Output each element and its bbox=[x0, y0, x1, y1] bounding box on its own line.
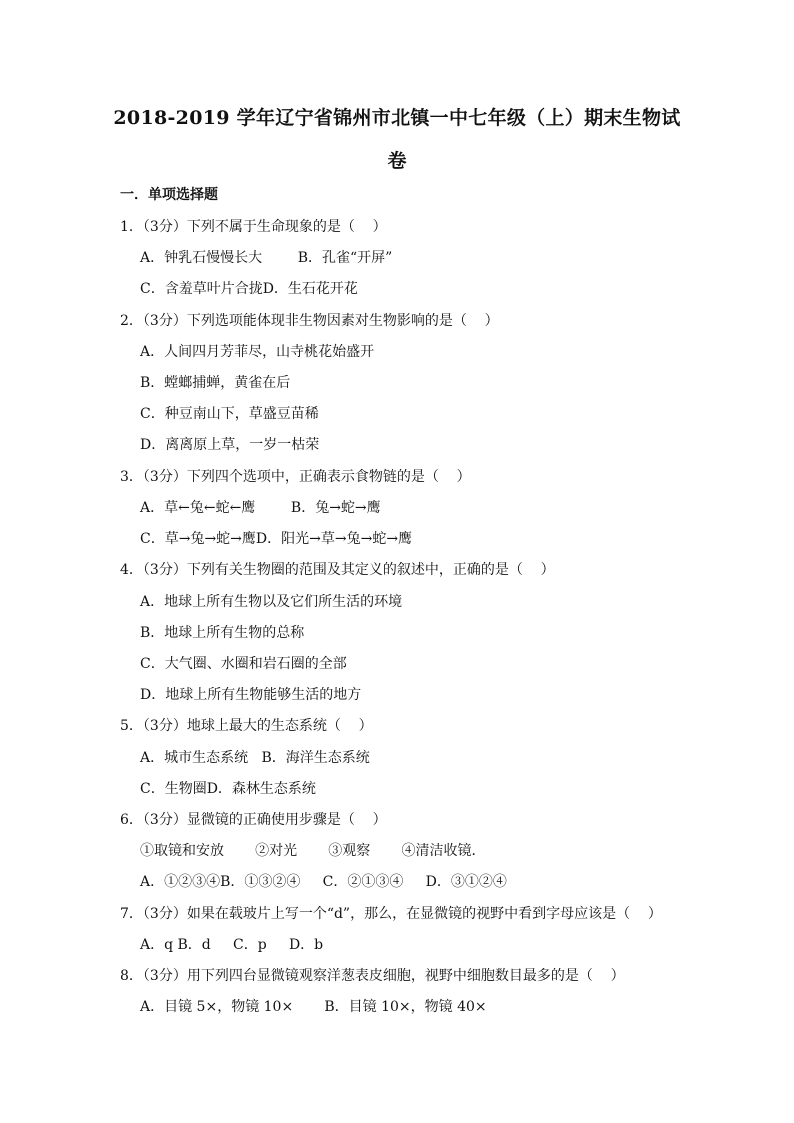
question-7-stem: 7．（3分）如果在载玻片上写一个“d”，那么，在显微镜的视野中看到字母应该是（ ） bbox=[120, 906, 662, 922]
question-5-stem: 5．（3分）地球上最大的生态系统（ ） bbox=[120, 718, 373, 734]
question-1-option-row: A．钟乳石慢慢长大 B．孔雀“开屏” bbox=[140, 250, 393, 266]
question-6-steps: ①取镜和安放 ②对光 ③观察 ④清洁收镜． bbox=[140, 843, 486, 859]
question-4-option: D．地球上所有生物能够生活的地方 bbox=[140, 687, 362, 703]
exam-title-line-2: 卷 bbox=[387, 150, 407, 172]
question-6-option-row: A．①②③④B．①③②④ C．②①③④ D．③①②④ bbox=[140, 874, 507, 890]
question-4-stem: 4．（3分）下列有关生物圈的范围及其定义的叙述中，正确的是（ ） bbox=[120, 562, 555, 578]
question-8-stem: 8．（3分）用下列四台显微镜观察洋葱表皮细胞，视野中细胞数目最多的是（ ） bbox=[120, 968, 625, 984]
question-2-stem: 2．（3分）下列选项能体现非生物因素对生物影响的是（ ） bbox=[120, 313, 499, 329]
question-3-option-row: C．草→兔→蛇→鹰D．阳光→草→兔→蛇→鹰 bbox=[140, 531, 413, 547]
section-heading: 一．单项选择题 bbox=[120, 187, 218, 203]
question-2-option: D．离离原上草，一岁一枯荣 bbox=[140, 437, 320, 453]
question-5-option-row: C．生物圈D．森林生态系统 bbox=[140, 781, 316, 797]
question-7-option-row: A．q B．d C．p D．b bbox=[140, 937, 324, 953]
question-8-option-row: A．目镜 5×，物镜 10× B．目镜 10×，物镜 40× bbox=[140, 999, 487, 1015]
question-2-option: A．人间四月芳菲尽，山寺桃花始盛开 bbox=[140, 344, 375, 360]
question-1-option-row: C．含羞草叶片合拢D．生石花开花 bbox=[140, 281, 358, 297]
question-4-option: C．大气圈、水圈和岩石圈的全部 bbox=[140, 656, 347, 672]
question-3-option-row: A．草←兔←蛇←鹰 B．兔→蛇→鹰 bbox=[140, 500, 381, 516]
question-4-option: B．地球上所有生物的总称 bbox=[140, 625, 305, 641]
question-3-stem: 3．（3分）下列四个选项中，正确表示食物链的是（ ） bbox=[120, 469, 471, 485]
question-2-option: B．螳螂捕蝉，黄雀在后 bbox=[140, 375, 291, 391]
question-4-option: A．地球上所有生物以及它们所生活的环境 bbox=[140, 594, 403, 610]
question-2-option: C．种豆南山下，草盛豆苗稀 bbox=[140, 406, 319, 422]
question-5-option-row: A．城市生态系统 B．海洋生态系统 bbox=[140, 750, 370, 766]
question-1-stem: 1．（3分）下列不属于生命现象的是（ ） bbox=[120, 219, 387, 235]
question-6-stem: 6．（3分）显微镜的正确使用步骤是（ ） bbox=[120, 812, 387, 828]
exam-title-line-1: 2018-2019 学年辽宁省锦州市北镇一中七年级（上）期末生物试 bbox=[113, 107, 681, 129]
